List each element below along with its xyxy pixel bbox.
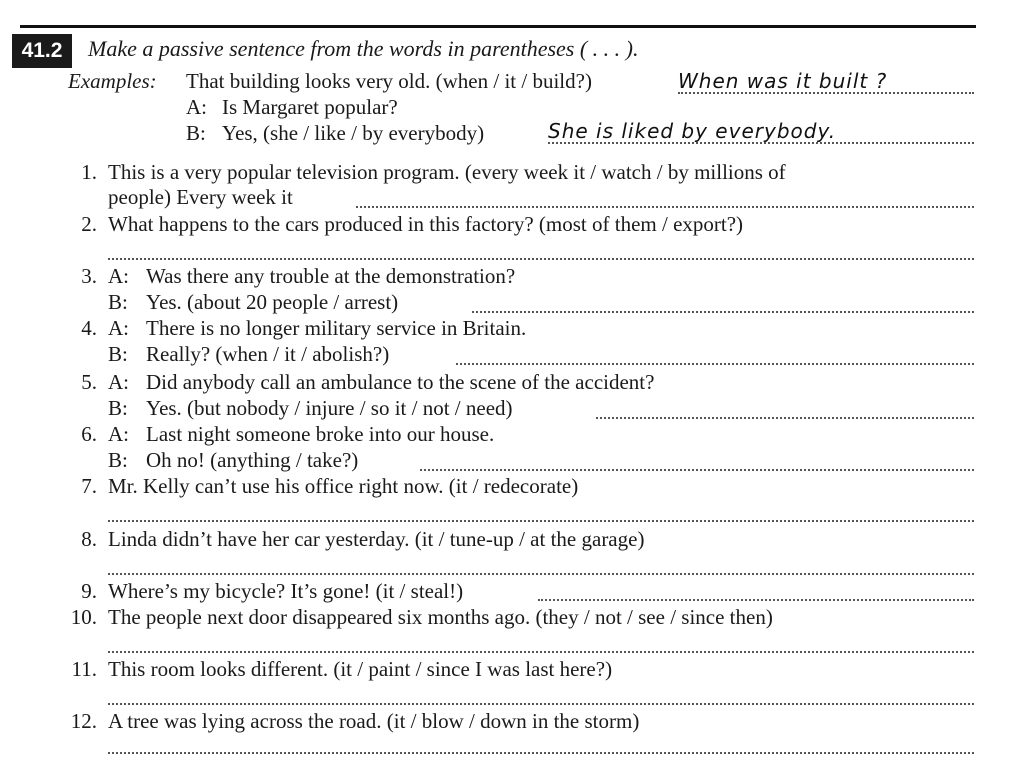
item-8-answer-line[interactable] (108, 573, 974, 575)
example-2-a-label: A: (186, 95, 207, 119)
item-9-answer-line[interactable] (538, 599, 974, 601)
item-12-line1: A tree was lying across the road. (it / blow / down in the storm) (108, 709, 640, 733)
item-9-number: 9. (81, 579, 97, 603)
example-1-text: That building looks very old. (when / it / build?) (186, 69, 592, 93)
item-4-answer-line[interactable] (456, 363, 974, 365)
item-4-a-label: A: (108, 316, 129, 340)
examples-label: Examples: (68, 69, 157, 93)
exercise-number-badge: 41.2 (12, 34, 72, 68)
item-9-line1: Where’s my bicycle? It’s gone! (it / steal!) (108, 579, 464, 603)
item-2-line1: What happens to the cars produced in this factory? (most of them / export?) (108, 212, 744, 236)
item-3-b-text: Yes. (about 20 people / arrest) (146, 290, 399, 314)
exercise-instruction: Make a passive sentence from the words in parentheses ( . . . ). (88, 36, 639, 61)
item-2-number: 2. (81, 212, 97, 236)
item-5-a-text: Did anybody call an ambulance to the scene of the accident? (146, 370, 655, 394)
item-8-number: 8. (81, 527, 97, 551)
item-10-number: 10. (70, 605, 97, 629)
item-5-answer-line[interactable] (596, 417, 974, 419)
item-11-line1: This room looks different. (it / paint / since I was last here?) (108, 657, 613, 681)
item-3-b-label: B: (108, 290, 128, 314)
item-2-answer-line[interactable] (108, 258, 974, 260)
item-1-number: 1. (81, 160, 97, 184)
item-11-answer-line[interactable] (108, 703, 974, 705)
item-8-line1: Linda didn’t have her car yesterday. (it / tune-up / at the garage) (108, 527, 645, 551)
item-5-b-label: B: (108, 396, 128, 420)
item-3-a-text: Was there any trouble at the demonstration? (146, 264, 516, 288)
example-2-b-text: Yes, (she / like / by everybody) (222, 121, 485, 145)
item-6-answer-line[interactable] (420, 469, 974, 471)
item-1-answer-line[interactable] (356, 206, 974, 208)
item-6-number: 6. (81, 422, 97, 446)
item-4-b-label: B: (108, 342, 128, 366)
item-3-a-label: A: (108, 264, 129, 288)
item-4-b-text: Really? (when / it / abolish?) (146, 342, 390, 366)
item-5-b-text: Yes. (but nobody / injure / so it / not / need) (146, 396, 513, 420)
item-6-b-label: B: (108, 448, 128, 472)
item-3-number: 3. (81, 264, 97, 288)
item-5-number: 5. (81, 370, 97, 394)
item-4-a-text: There is no longer military service in Britain. (146, 316, 527, 340)
item-6-a-text: Last night someone broke into our house. (146, 422, 495, 446)
item-12-number: 12. (70, 709, 97, 733)
item-7-line1: Mr. Kelly can’t use his office right now. (it / redecorate) (108, 474, 579, 498)
example-2-answer: She is liked by everybody. (548, 120, 974, 144)
top-rule (20, 25, 976, 28)
example-1-answer: When was it built ? (678, 70, 974, 94)
item-7-answer-line[interactable] (108, 520, 974, 522)
item-4-number: 4. (81, 316, 97, 340)
item-1-line2: people) Every week it (108, 185, 293, 209)
example-2-b-label: B: (186, 121, 206, 145)
item-5-a-label: A: (108, 370, 129, 394)
item-6-a-label: A: (108, 422, 129, 446)
item-10-answer-line[interactable] (108, 651, 974, 653)
item-12-answer-line[interactable] (108, 752, 974, 754)
item-6-b-text: Oh no! (anything / take?) (146, 448, 359, 472)
item-1-line1: This is a very popular television program. (every week it / watch / by millions of (108, 160, 786, 184)
item-3-answer-line[interactable] (472, 311, 974, 313)
example-2-a-text: Is Margaret popular? (222, 95, 398, 119)
item-7-number: 7. (81, 474, 97, 498)
item-11-number: 11. (71, 657, 97, 681)
item-10-line1: The people next door disappeared six months ago. (they / not / see / since then) (108, 605, 773, 629)
